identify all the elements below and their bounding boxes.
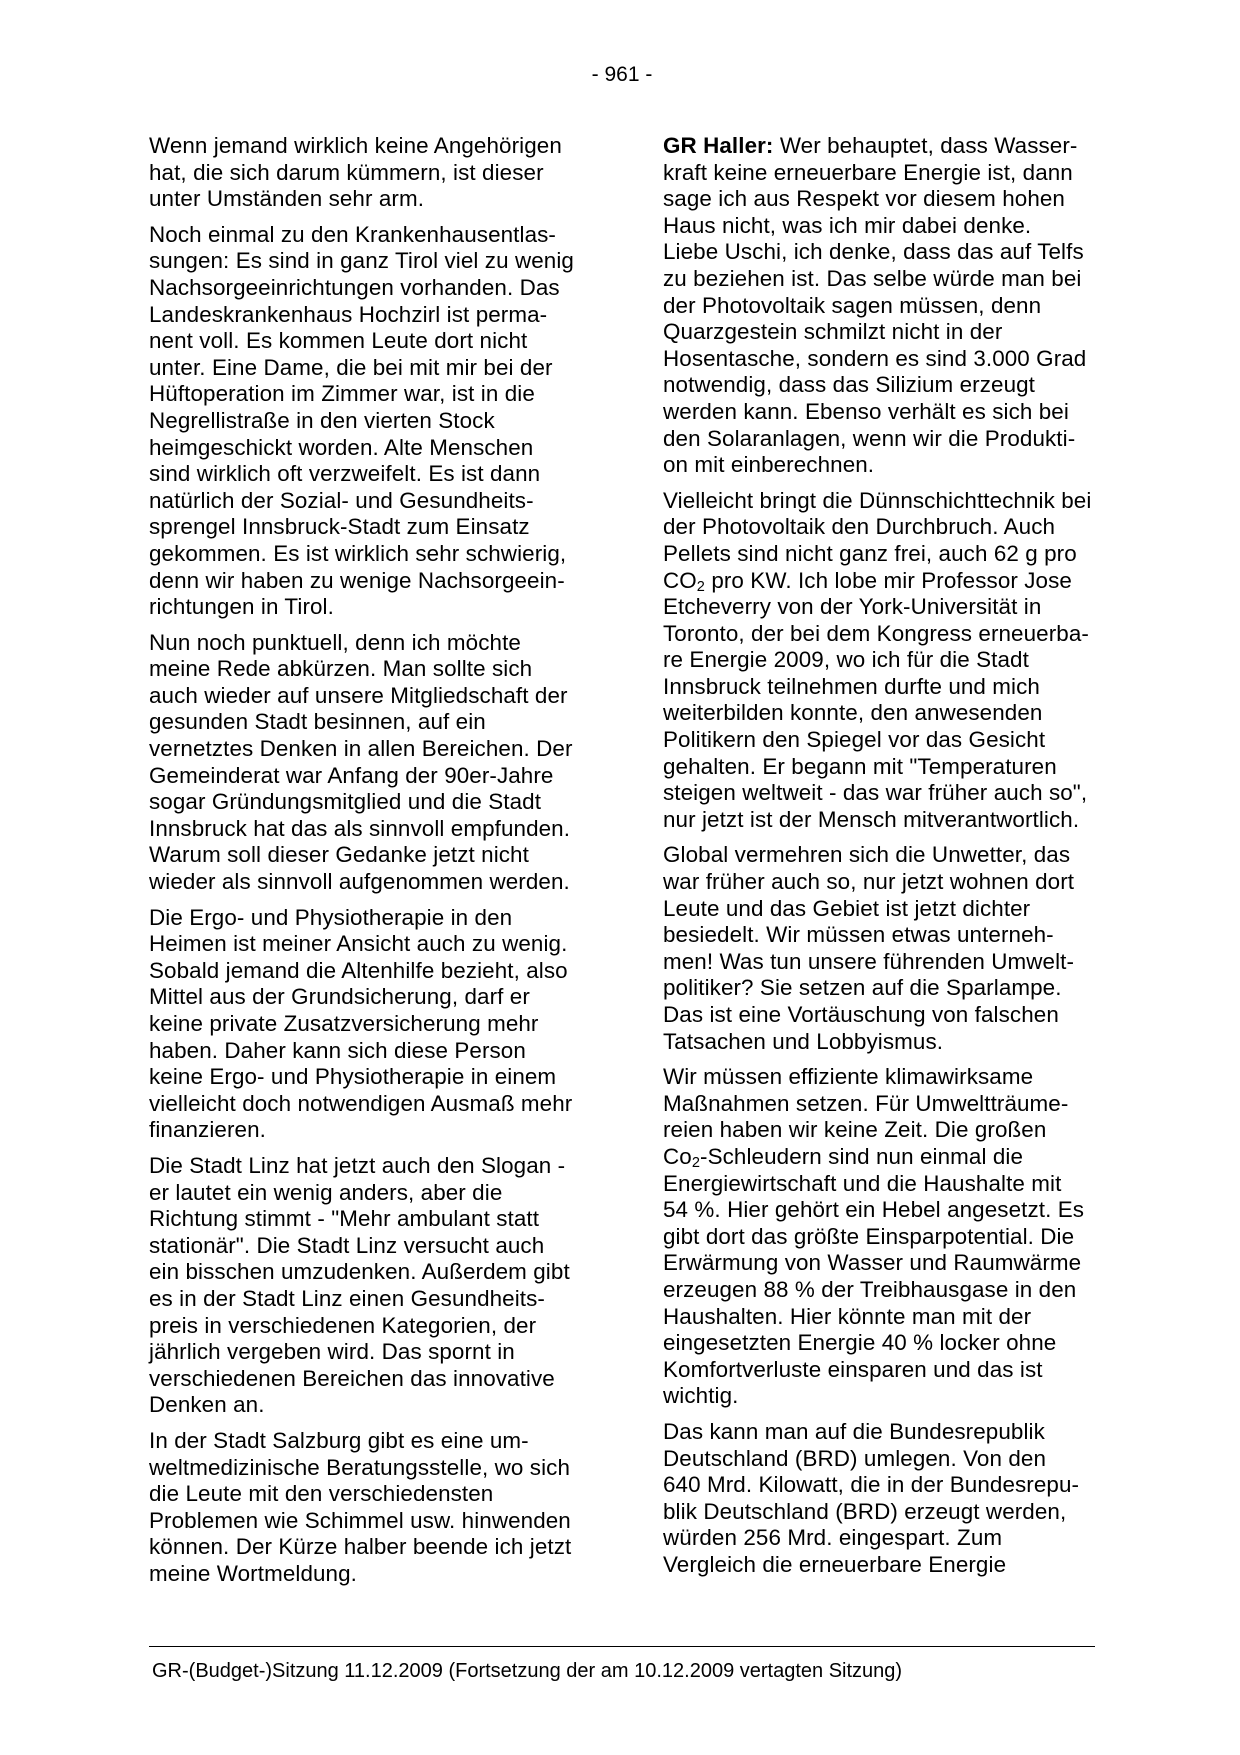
text-line: Innsbruck hat das als sinnvoll empfunden. [149,815,571,841]
text-line: wieder als sinnvoll aufgenommen werden. [149,869,570,895]
text-line: keine Ergo- und Physiotherapie in einem [149,1064,557,1090]
text-line: war früher auch so, nur jetzt wohnen dort [663,869,1075,895]
paragraph [149,222,575,621]
text-column-right [663,133,1095,1587]
text-line: besiedelt. Wir müssen etwas unterneh- [663,922,1054,948]
text-line: Tatsachen und Lobbyismus. [663,1028,944,1054]
text-line: Warum soll dieser Gedanke jetzt nicht [149,842,529,868]
text-line: Hüftoperation im Zimmer war, ist in die [149,381,535,407]
paragraph [149,133,575,213]
text-line: men! Was tun unsere führenden Umwelt- [663,948,1075,974]
text-line: Maßnahmen setzen. Für Umweltträume- [663,1090,1069,1116]
text-line: Heimen ist meiner Ansicht auch zu wenig. [149,931,568,957]
paragraph [663,1064,1095,1410]
text-line: gekommen. Es ist wirklich sehr schwierig, [149,540,567,566]
text-line: Landeskrankenhaus Hochzirl ist perma- [149,301,548,327]
text-line: Pellets sind nicht ganz frei, auch 62 g pro [663,540,1077,566]
text-line: 54 %. Hier gehört ein Hebel angesetzt. Es [663,1197,1085,1223]
paragraph [149,630,575,896]
text-line: ein bisschen umzudenken. Außerdem gibt [149,1259,570,1285]
text-line: $Co_2$-Schleudern sind nun einmal die [663,1143,1024,1172]
text-line: Liebe Uschi, ich denke, dass das auf Telfs [663,239,1084,265]
text-column-left [149,133,575,1587]
text-line: weiterbilden konnte, den anwesenden [663,700,1043,726]
text-line: steigen weltweit - das war früher auch so", [663,780,1088,806]
footer-text: GR-(Budget-)Sitzung 11.12.2009 (Fortsetzung der am 10.12.2009 vertagten Sitzung) [152,1660,903,1682]
text-line: können. Der Kürze halber beende ich jetzt [149,1534,572,1560]
text-line: Vielleicht bringt die Dünnschichttechnik bei [663,487,1092,513]
paragraph [663,133,1095,479]
text-line: Negrellistraße in den vierten Stock [149,407,495,433]
text-line: 640 Mrd. Kilowatt, die in der Bundesrepu- [663,1472,1080,1498]
text-line: Problemen wie Schimmel usw. hinwenden [149,1507,571,1533]
text-line: Hosentasche, sondern es sind 3.000 Grad [663,345,1087,371]
text-line: weltmedizinische Beratungsstelle, wo sich [149,1454,571,1480]
text-line: eingesetzten Energie 40 % locker ohne [663,1330,1057,1356]
text-line: er lautet ein wenig anders, aber die [149,1179,503,1205]
text-line: Sobald jemand die Altenhilfe bezieht, also [149,957,568,983]
text-line: Erwärmung von Wasser und Raumwärme [663,1250,1082,1276]
text-line: es in der Stadt Linz einen Gesundheits- [149,1285,545,1311]
text-line: Gemeinderat war Anfang der 90er-Jahre [149,762,554,788]
text-line: Wenn jemand wirklich keine Angehörigen [149,133,562,158]
text-line: der Photovoltaik sagen müssen, denn [663,292,1042,318]
text-line: zu beziehen ist. Das selbe würde man bei [663,265,1082,291]
text-line: Haus nicht, was ich mir dabei denke. [663,212,1032,238]
text-line: notwendig, dass das Silizium erzeugt [663,372,1035,398]
text-line: Toronto, der bei dem Kongress erneuerba- [663,620,1089,646]
text-line: reien haben wir keine Zeit. Die großen [663,1117,1047,1143]
paragraph [663,1419,1095,1579]
footer-divider [149,1646,1095,1647]
text-line: sungen: Es sind in ganz Tirol viel zu wenig [149,248,574,274]
text-line: Wir müssen effiziente klimawirksame [663,1064,1034,1090]
text-line: Global vermehren sich die Unwetter, das [663,842,1071,868]
paragraph [149,905,575,1144]
text-line: hat, die sich darum kümmern, ist dieser [149,159,544,185]
text-line: jährlich vergeben wird. Das spornt in [149,1339,515,1365]
text-line: Quarzgestein schmilzt nicht in der [663,319,1003,345]
text-line: meine Rede abkürzen. Man sollte sich [149,656,533,682]
text-line: Noch einmal zu den Krankenhausentlas- [149,221,556,247]
text-line: In der Stadt Salzburg gibt es eine um- [149,1427,529,1453]
text-line: der Photovoltaik den Durchbruch. Auch [663,514,1056,540]
text-line: Nun noch punktuell, denn ich möchte [149,629,521,655]
text-line: gehalten. Er begann mit "Temperaturen [663,753,1057,779]
text-line: wichtig. [663,1383,739,1409]
text-line: preis in verschiedenen Kategorien, der [149,1312,537,1338]
text-columns [149,133,1095,1587]
text-line: sprengel Innsbruck-Stadt zum Einsatz [149,514,530,540]
text-line: Nachsorgeeinrichtungen vorhanden. Das [149,274,560,300]
text-line: Mittel aus der Grundsicherung, darf er [149,984,530,1010]
text-line: Energiewirtschaft und die Haushalte mit [663,1170,1062,1196]
text-line: Vergleich die erneuerbare Energie [663,1551,1007,1577]
text-line: Leute und das Gebiet ist jetzt dichter [663,895,1031,921]
text-line: Haushalten. Hier könnte man mit der [663,1303,1032,1329]
text-line: sogar Gründungsmitglied und die Stadt [149,789,542,815]
paragraph [663,842,1095,1055]
text-line: denn wir haben zu wenige Nachsorgeein- [149,567,565,593]
text-line: nur jetzt ist der Mensch mitverantwortlich. [663,806,1080,832]
text-line: Richtung stimmt - "Mehr ambulant statt [149,1206,540,1232]
text-line: Die Ergo- und Physiotherapie in den [149,904,513,930]
text-line: gesunden Stadt besinnen, auf ein [149,709,486,735]
text-line: Das ist eine Vortäuschung von falschen [663,1002,1059,1027]
text-line: gibt dort das größte Einsparpotential. Die [663,1223,1075,1249]
text-line: verschiedenen Bereichen das innovative [149,1365,555,1391]
paragraph [149,1428,575,1588]
text-line: politiker? Sie setzen auf die Sparlampe. [663,975,1062,1001]
text-line: Innsbruck teilnehmen durfte und mich [663,673,1040,699]
text-line: die Leute mit den verschiedensten [149,1481,494,1507]
paragraph [663,488,1095,834]
text-line: werden kann. Ebenso verhält es sich bei [663,398,1069,424]
text-line: unter Umständen sehr arm. [149,186,425,212]
text-line: den Solaranlagen, wenn wir die Produkti- [663,425,1076,451]
text-line: Etcheverry von der York-Universität in [663,594,1042,620]
paragraph [149,1153,575,1419]
text-line: würden 256 Mrd. eingespart. Zum [663,1525,1003,1551]
text-line: sind wirklich oft verzweifelt. Es ist dann [149,461,541,487]
text-line: Komfortverluste einsparen und das ist [663,1356,1043,1382]
text-line: nent voll. Es kommen Leute dort nicht [149,328,528,354]
text-line: meine Wortmeldung. [149,1560,357,1586]
text-line: vernetztes Denken in allen Bereichen. Der [149,736,573,762]
page-number: - 961 - [591,63,653,86]
text-line: richtungen in Tirol. [149,594,334,620]
text-line: auch wieder auf unsere Mitgliedschaft der [149,682,568,708]
text-line: Politikern den Spiegel vor das Gesicht [663,727,1046,753]
text-line: finanzieren. [149,1117,266,1143]
text-line: haben. Daher kann sich diese Person [149,1037,526,1063]
text-line: unter. Eine Dame, die bei mit mir bei der [149,354,553,380]
text-line: sage ich aus Respekt vor diesem hohen [663,186,1065,212]
text-line: vielleicht doch notwendigen Ausmaß mehr [149,1090,573,1116]
text-line: stationär". Die Stadt Linz versucht auch [149,1232,545,1258]
text-line: natürlich der Sozial- und Gesundheits- [149,487,534,513]
text-line: Deutschland (BRD) umlegen. Von den [663,1445,1047,1471]
text-line: Die Stadt Linz hat jetzt auch den Slogan - [149,1152,566,1178]
text-line: on mit einberechnen. [663,452,875,478]
text-line: Das kann man auf die Bundesrepublik [663,1418,1045,1444]
text-line: GR Haller: Wer behauptet, dass Wasser- [663,133,1078,158]
text-line: keine private Zusatzversicherung mehr [149,1011,539,1036]
text-line: Denken an. [149,1392,265,1418]
text-line: heimgeschickt worden. Alte Menschen [149,434,534,460]
text-line: erzeugen 88 % der Treibhausgase in den [663,1276,1077,1302]
text-line: re Energie 2009, wo ich für die Stadt [663,647,1029,673]
text-line: blik Deutschland (BRD) erzeugt werden, [663,1498,1067,1524]
text-line: kraft keine erneuerbare Energie ist, dann [663,159,1073,185]
text-line: $CO_2$ pro KW. Ich lobe mir Professor Jose [663,567,1072,595]
